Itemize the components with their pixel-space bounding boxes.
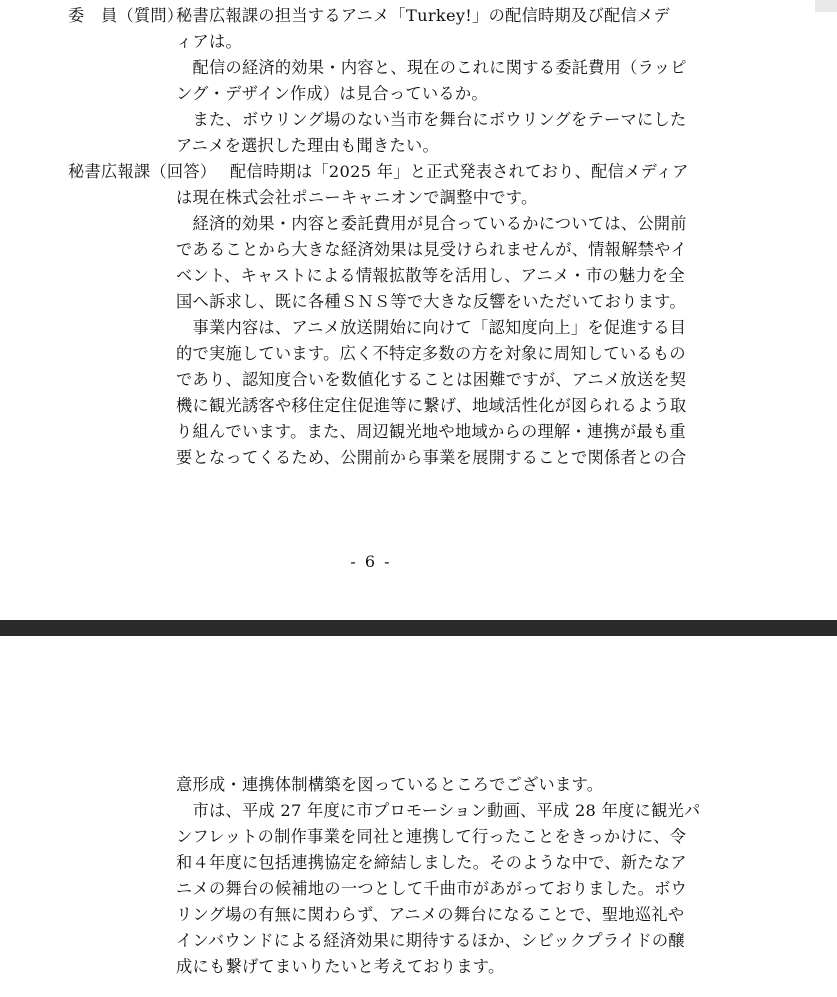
question-line: ング・デザイン作成）は見合っているか。 [176,84,488,103]
answer-line: ベント、キャストによる情報拡散等を活用し、アニメ・市の魅力を全 [176,266,685,285]
page-separator [0,620,837,636]
answer-line: であり、認知度合いを数値化することは困難ですが、アニメ放送を契 [176,370,687,389]
answer-line: り組んでいます。また、周辺観光地や地域からの理解・連携が最も重 [176,422,686,441]
answer-line: ニメの舞台の候補地の一つとして千曲市があがっておりました。ボウ [176,879,688,898]
question-line: ィアは。 [176,32,242,51]
answer-line: 機に観光誘客や移住定住促進等に繋げ、地域活性化が図られるよう取 [176,396,687,415]
answer-line: 市は、平成 27 年度に市プロモーション動画、平成 28 年度に観光パ [176,801,701,820]
question-line: アニメを選択した理由も聞きたい。 [176,136,439,155]
answer-line: 国へ訴求し、既に各種ＳＮＳ等で大きな反響をいただいております。 [176,292,686,311]
question-line: また、ボウリング場のない当市を舞台にボウリングをテーマにした [176,110,687,129]
answer-line: 和４年度に包括連携協定を締結しました。そのような中で、新たなア [176,853,687,872]
answer-line: リング場の有無に関わらず、アニメの舞台になることで、聖地巡礼や [176,905,685,924]
page-number: - 6 - [350,552,392,571]
question-line: 秘書広報課の担当するアニメ「Turkey!」の配信時期及び配信メデ [176,6,670,25]
answer-line: 的で実施しています。広く不特定多数の方を対象に周知しているもの [176,344,686,363]
question-speaker-label: 委 員（質問） [68,6,184,25]
answer-line: 事業内容は、アニメ放送開始に向けて「認知度向上」を促進する目 [176,318,687,337]
answer-line: ンフレットの制作事業を同社と連携して行ったことをきっかけに、令 [176,827,687,846]
answer-line: は現在株式会社ポニーキャニオンで調整中です。 [176,188,538,207]
answer-line: 成にも繋げてまいりたいと考えております。 [176,957,505,976]
answer-line: 意形成・連携体制構築を図っているところでございます。 [176,775,604,794]
answer-speaker-label: 秘書広報課（回答） [68,162,217,181]
document-page-7 [0,636,837,997]
question-line: 配信の経済的効果・内容と、現在のこれに関する委託費用（ラッピ [176,58,687,77]
answer-line: 要となってくるため、公開前から事業を展開することで関係者との合 [176,448,687,467]
answer-line: 配信時期は「2025 年」と正式発表されており、配信メディア [230,162,689,181]
page-corner-mark [815,0,837,12]
answer-line: インバウンドによる経済効果に期待するほか、シビックプライドの醸 [176,931,685,950]
answer-line: であることから大きな経済効果は見受けられませんが、情報解禁やイ [176,240,688,259]
answer-line: 経済的効果・内容と委託費用が見合っているかについては、公開前 [176,214,687,233]
